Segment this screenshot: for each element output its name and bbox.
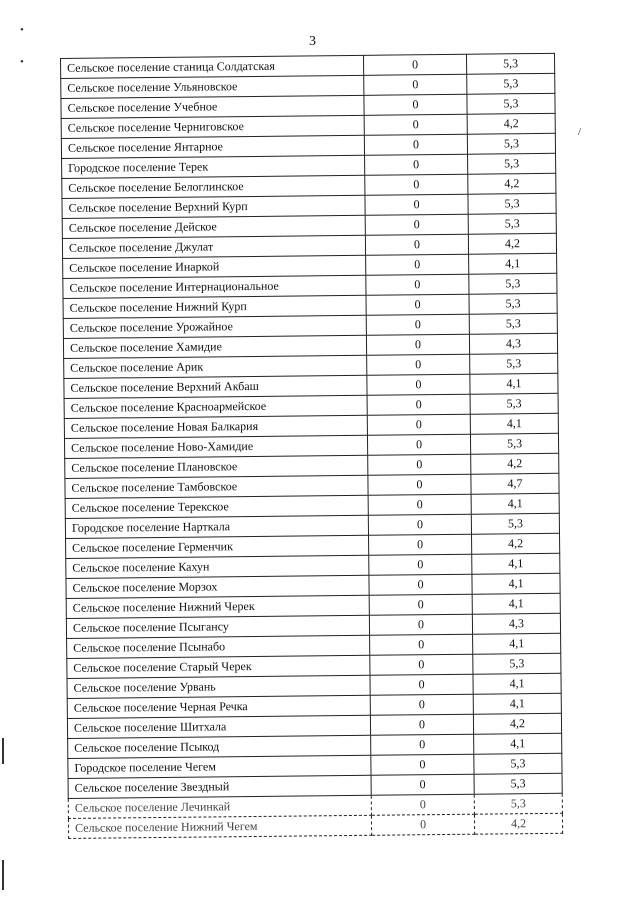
settlement-name-cell: Сельское поселение Интернациональное [63, 275, 366, 298]
settlement-name-cell: Сельское поселение Арик [64, 355, 367, 378]
settlement-name-cell: Городское поселение Нарткала [65, 515, 368, 538]
settlement-name-cell: Сельское поселение Звездный [68, 775, 371, 798]
value-col1-cell: 0 [371, 754, 474, 775]
value-col2-cell: 4,1 [472, 573, 560, 594]
value-col1-cell: 0 [370, 634, 473, 655]
value-col1-cell: 0 [364, 74, 467, 95]
settlement-name-cell: Сельское поселение Хамидие [63, 335, 366, 358]
value-col1-cell: 0 [366, 314, 469, 335]
value-col2-cell: 5,3 [467, 133, 555, 154]
settlement-name-cell: Сельское поселение Учебное [61, 95, 364, 118]
settlement-name-cell: Сельское поселение Верхний Курп [62, 195, 365, 218]
value-col1-cell: 0 [364, 134, 467, 155]
page-number: 3 [309, 34, 316, 49]
value-col1-cell: 0 [365, 234, 468, 255]
value-col1-cell: 0 [371, 734, 474, 755]
settlement-name-cell: Сельское поселение Урвань [67, 675, 370, 698]
settlement-name-cell: Сельское поселение Джулат [62, 235, 365, 258]
value-col2-cell: 5,3 [474, 773, 562, 794]
value-col1-cell: 0 [368, 494, 471, 515]
settlement-name-cell: Сельское поселение Шитхала [67, 715, 370, 738]
value-col1-cell: 0 [365, 154, 468, 175]
value-col2-cell: 4,1 [471, 493, 559, 514]
value-col1-cell: 0 [369, 614, 472, 635]
value-col1-cell: 0 [371, 794, 474, 815]
value-col1-cell: 0 [367, 374, 470, 395]
value-col2-cell: 4,1 [470, 373, 558, 394]
scan-speck: • [20, 24, 24, 36]
value-col2-cell: 5,3 [467, 93, 555, 114]
settlement-name-cell: Сельское поселение Морзох [66, 575, 369, 598]
value-col2-cell: 4,1 [470, 413, 558, 434]
value-col1-cell: 0 [363, 54, 466, 75]
value-col2-cell: 4,2 [472, 533, 560, 554]
settlement-name-cell: Сельское поселение Лечинкай [68, 795, 371, 818]
settlement-name-cell: Сельское поселение Нижний Курп [63, 295, 366, 318]
settlement-name-cell: Сельское поселение Черная Речка [67, 695, 370, 718]
value-col2-cell: 4,1 [472, 553, 560, 574]
value-col2-cell: 4,2 [473, 713, 561, 734]
value-col2-cell: 4,7 [471, 473, 559, 494]
settlement-name-cell: Сельское поселение Кахун [66, 555, 369, 578]
settlement-name-cell: Сельское поселение Герменчик [66, 535, 369, 558]
settlement-name-cell: Сельское поселение Псыгансу [66, 615, 369, 638]
value-col2-cell: 4,1 [469, 253, 557, 274]
value-col1-cell: 0 [365, 194, 468, 215]
value-col2-cell: 4,2 [474, 813, 562, 834]
value-col1-cell: 0 [367, 394, 470, 415]
value-col1-cell: 0 [366, 274, 469, 295]
settlement-name-cell: Сельское поселение Старый Черек [67, 655, 370, 678]
settlement-name-cell: Сельское поселение Черниговское [61, 115, 364, 138]
settlement-name-cell: Сельское поселение Терекское [65, 495, 368, 518]
value-col1-cell: 0 [369, 534, 472, 555]
settlement-name-cell: Сельское поселение Нижний Черек [66, 595, 369, 618]
settlement-name-cell: Сельское поселение Нижний Чегем [68, 815, 371, 838]
value-col1-cell: 0 [364, 94, 467, 115]
value-col1-cell: 0 [371, 814, 474, 835]
value-col2-cell: 5,3 [474, 753, 562, 774]
value-col1-cell: 0 [367, 434, 470, 455]
value-col2-cell: 4,1 [474, 733, 562, 754]
value-col1-cell: 0 [369, 594, 472, 615]
value-col1-cell: 0 [369, 574, 472, 595]
value-col2-cell: 4,1 [473, 633, 561, 654]
value-col1-cell: 0 [371, 774, 474, 795]
value-col1-cell: 0 [368, 514, 471, 535]
scan-margin-mark [2, 738, 4, 764]
value-col2-cell: 5,3 [474, 793, 562, 814]
value-col2-cell: 5,3 [468, 213, 556, 234]
value-col1-cell: 0 [369, 554, 472, 575]
settlement-name-cell: Сельское поселение Тамбовское [65, 475, 368, 498]
value-col1-cell: 0 [366, 294, 469, 315]
settlement-name-cell: Сельское поселение Дейское [62, 215, 365, 238]
value-col1-cell: 0 [370, 674, 473, 695]
settlements-table [60, 53, 563, 839]
value-col1-cell: 0 [364, 114, 467, 135]
settlement-name-cell: Городское поселение Чегем [68, 755, 371, 778]
settlements-table-container [60, 53, 563, 839]
value-col2-cell: 5,3 [468, 153, 556, 174]
settlement-name-cell: Сельское поселение Псынабо [67, 635, 370, 658]
settlement-name-cell: Сельское поселение Новая Балкария [64, 415, 367, 438]
value-col2-cell: 4,2 [468, 173, 556, 194]
value-col1-cell: 0 [365, 174, 468, 195]
value-col1-cell: 0 [367, 354, 470, 375]
value-col2-cell: 4,2 [467, 113, 555, 134]
scan-speck: / [578, 126, 582, 138]
value-col2-cell: 5,3 [471, 513, 559, 534]
value-col2-cell: 4,3 [469, 333, 557, 354]
value-col1-cell: 0 [370, 714, 473, 735]
scan-speck: • [20, 56, 24, 68]
settlement-name-cell: Сельское поселение Белоглинское [62, 175, 365, 198]
settlement-name-cell: Сельское поселение Ульяновское [61, 75, 364, 98]
value-col2-cell: 5,3 [468, 193, 556, 214]
value-col2-cell: 4,2 [471, 453, 559, 474]
value-col1-cell: 0 [366, 254, 469, 275]
settlement-name-cell: Сельское поселение станица Солдатская [61, 55, 364, 78]
value-col2-cell: 4,1 [473, 673, 561, 694]
value-col2-cell: 5,3 [469, 313, 557, 334]
value-col2-cell: 4,3 [472, 613, 560, 634]
settlement-name-cell: Сельское поселение Урожайное [63, 315, 366, 338]
value-col2-cell: 5,3 [470, 433, 558, 454]
settlement-name-cell: Сельское поселение Ново-Хамидие [64, 435, 367, 458]
value-col1-cell: 0 [365, 214, 468, 235]
settlement-name-cell: Сельское поселение Инаркой [63, 255, 366, 278]
settlement-name-cell: Сельское поселение Янтарное [61, 135, 364, 158]
settlement-name-cell: Сельское поселение Верхний Акбаш [64, 375, 367, 398]
value-col2-cell: 4,2 [468, 233, 556, 254]
value-col2-cell: 5,3 [470, 353, 558, 374]
value-col1-cell: 0 [368, 454, 471, 475]
value-col2-cell: 5,3 [469, 293, 557, 314]
settlement-name-cell: Сельское поселение Псыкод [68, 735, 371, 758]
scan-margin-mark [2, 860, 4, 890]
value-col2-cell: 5,3 [466, 53, 554, 74]
value-col2-cell: 5,3 [473, 653, 561, 674]
value-col1-cell: 0 [366, 334, 469, 355]
value-col2-cell: 4,1 [472, 593, 560, 614]
value-col2-cell: 5,3 [467, 73, 555, 94]
value-col2-cell: 5,3 [470, 393, 558, 414]
settlement-name-cell: Городское поселение Терек [62, 155, 365, 178]
value-col2-cell: 4,1 [473, 693, 561, 714]
value-col1-cell: 0 [370, 654, 473, 675]
value-col1-cell: 0 [370, 694, 473, 715]
value-col2-cell: 5,3 [469, 273, 557, 294]
value-col1-cell: 0 [367, 414, 470, 435]
settlement-name-cell: Сельское поселение Красноармейское [64, 395, 367, 418]
settlement-name-cell: Сельское поселение Плановское [65, 455, 368, 478]
value-col1-cell: 0 [368, 474, 471, 495]
